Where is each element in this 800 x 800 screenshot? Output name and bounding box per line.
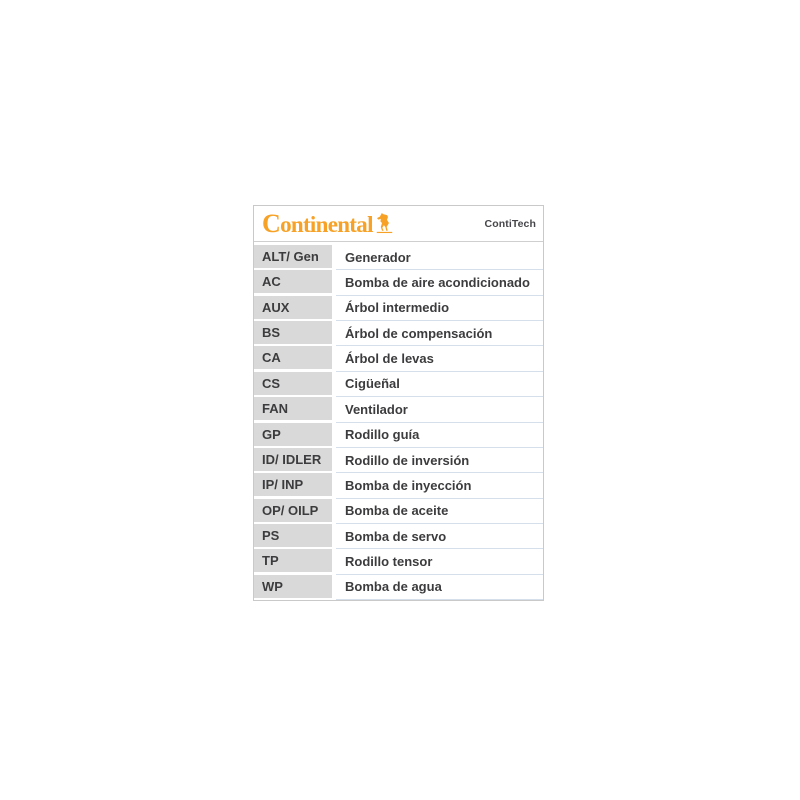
abbr-cell: AC xyxy=(254,270,332,293)
abbr-cell: GP xyxy=(254,423,332,446)
abbr-cell: BS xyxy=(254,321,332,344)
desc-cell: Bomba de aceite xyxy=(336,499,543,524)
contitech-wordmark: ContiTech xyxy=(484,217,536,230)
abbr-cell: CA xyxy=(254,346,332,369)
abbr-cell: IP/ INP xyxy=(254,473,332,496)
legend-table xyxy=(254,242,543,600)
desc-cell: Bomba de aire acondicionado xyxy=(336,270,543,295)
desc-cell: Bomba de inyección xyxy=(336,473,543,498)
table-row xyxy=(254,575,543,600)
card-header xyxy=(254,206,543,242)
abbr-cell: TP xyxy=(254,549,332,572)
rearing-horse-icon xyxy=(376,212,393,238)
table-row xyxy=(254,499,543,524)
desc-cell: Bomba de servo xyxy=(336,524,543,549)
abbr-cell: PS xyxy=(254,524,332,547)
desc-cell: Rodillo guía xyxy=(336,423,543,448)
table-row xyxy=(254,296,543,321)
table-row xyxy=(254,321,543,346)
table-row xyxy=(254,524,543,549)
table-row xyxy=(254,372,543,397)
abbr-cell: ID/ IDLER xyxy=(254,448,332,471)
table-row xyxy=(254,549,543,574)
abbr-cell: CS xyxy=(254,372,332,395)
table-row xyxy=(254,397,543,422)
desc-cell: Generador xyxy=(336,245,543,270)
desc-cell: Árbol de levas xyxy=(336,346,543,371)
continental-wordmark: Continental xyxy=(262,208,373,238)
table-row xyxy=(254,245,543,270)
abbr-cell: AUX xyxy=(254,296,332,319)
table-row xyxy=(254,270,543,295)
abbr-cell: ALT/ Gen xyxy=(254,245,332,268)
desc-cell: Árbol intermedio xyxy=(336,296,543,321)
table-row xyxy=(254,448,543,473)
abbr-cell: FAN xyxy=(254,397,332,420)
desc-cell: Bomba de agua xyxy=(336,575,543,600)
desc-cell: Rodillo de inversión xyxy=(336,448,543,473)
desc-cell: Cigüeñal xyxy=(336,372,543,397)
legend-card xyxy=(253,205,544,601)
table-row xyxy=(254,346,543,371)
abbr-cell: OP/ OILP xyxy=(254,499,332,522)
desc-cell: Árbol de compensación xyxy=(336,321,543,346)
continental-logo xyxy=(262,208,393,238)
desc-cell: Rodillo tensor xyxy=(336,549,543,574)
abbr-cell: WP xyxy=(254,575,332,598)
table-row xyxy=(254,473,543,498)
desc-cell: Ventilador xyxy=(336,397,543,422)
table-row xyxy=(254,423,543,448)
